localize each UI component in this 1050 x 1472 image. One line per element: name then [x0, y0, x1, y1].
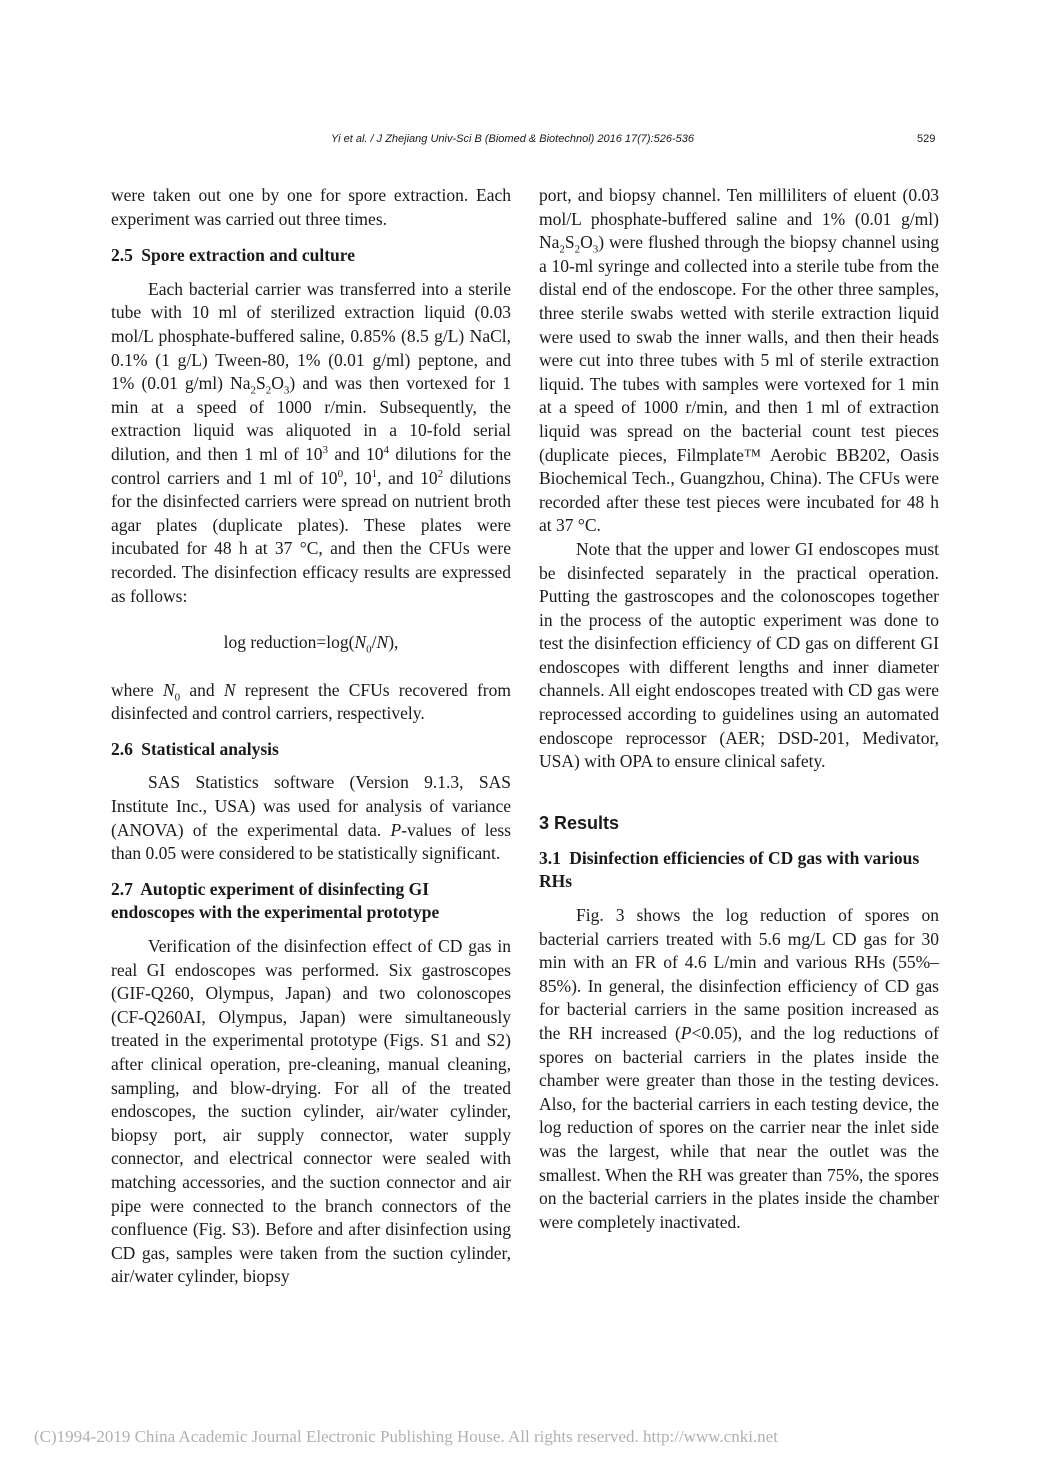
text-run: O	[580, 232, 593, 253]
text-run: SAS Statistics software (Version 9.1.3, SAS Institute Inc., USA) was used for analysis of variance (ANOVA) of the experimental data.	[111, 772, 511, 840]
subscript: 2	[265, 384, 272, 397]
page-number: 529	[917, 133, 936, 145]
superscript: 0	[337, 467, 344, 480]
text-run: S	[564, 232, 575, 253]
text-run: ) and was then vortexed for 1 min at a speed of 1000 r/min. Subsequently, the extraction liquid was aliquoted in a 10-fold serial dilution, and then 1 ml of 10	[111, 373, 511, 464]
superscript: 1	[371, 467, 378, 480]
running-head: Yi et al. / J Zhejiang Univ-Sci B (Biomed & Biotechnol) 2016 17(7):526-536	[331, 133, 694, 145]
text-run: port, and biopsy channel. Ten milliliters of eluent (0.03 mol/L phosphate-buffered saline and 1% (0.01 g/ml) Na	[539, 185, 939, 253]
variable: P	[390, 819, 402, 840]
subscript: 0	[174, 691, 181, 704]
subscript: 3	[592, 243, 599, 256]
section-number: 3.1	[539, 847, 561, 868]
text-run: /	[371, 632, 377, 653]
copyright-footer: (C)1994-2019 China Academic Journal Electronic Publishing House. All rights reserved. http://www.cnki.net	[34, 1427, 778, 1446]
left-column	[111, 184, 511, 1289]
subscript: 2	[559, 243, 565, 256]
section-heading-2-6	[111, 738, 511, 762]
superscript: 2	[437, 467, 444, 480]
section-number: 2.6	[111, 738, 133, 759]
text-run: represent the CFUs recovered from disinfected and control carriers, respectively.	[111, 679, 511, 724]
subscript: 2	[574, 243, 581, 256]
text-run: log reduction=log(	[223, 632, 355, 653]
subscript: 2	[250, 384, 256, 397]
section-title: Spore extraction and culture	[141, 245, 355, 266]
text-run: , 10	[343, 467, 372, 488]
section-heading-2-5	[111, 244, 511, 268]
variable: N	[223, 679, 236, 700]
section-title: Autoptic experiment of disinfecting GI endoscopes with the experimental prototype	[111, 878, 440, 923]
section-title: Disinfection efficiencies of CD gas with various RHs	[539, 847, 920, 892]
text-run: and	[180, 679, 224, 700]
equation-log-reduction	[111, 631, 511, 655]
text-run: dilutions for the control carriers and 1 ml of 10	[111, 443, 511, 488]
results-heading: 3 Results	[539, 812, 620, 833]
subscript: 0	[366, 643, 372, 656]
section-heading-3-1	[539, 847, 939, 894]
paragraph-continued: were taken out one by one for spore extraction. Each experiment was carried out three times.	[111, 185, 511, 229]
variable: N	[354, 632, 367, 653]
text-run: dilutions for the disinfected carriers were spread on nutrient broth agar plates (duplicate plates). These plates were incubated for 48 h at 37 °C, and then the CFUs were recorded. The disinfection efficacy results are expressed as follows:	[111, 467, 511, 606]
paragraph-note: Note that the upper and lower GI endoscopes must be disinfected separately in the practical operation. Putting the gastroscopes and the colonoscopes together in the process of the autoptic experiment was done to test the disinfection efficiency of CD gas on different GI endoscopes with different lengths and inner diameter channels. All eight endoscopes treated with CD gas were reprocessed according to guidelines using an automated endoscope reprocessor (AER; DSD-201, Medivator, USA) with OPA to ensure clinical safety.	[539, 538, 939, 772]
paragraph-eluent	[539, 184, 939, 538]
text-run: where	[111, 679, 163, 700]
text-run: Fig. 3 shows the log reduction of spores on bacterial carriers treated with 5.6 mg/L CD gas for 30 min with an FR of 4.6 L/min and various RHs (55%–85%). In general, the disinfection efficiency of CD gas for bacterial carriers in the same position increased as the RH increased (	[539, 905, 939, 1043]
paragraph-spore-extraction	[111, 278, 511, 608]
paragraph-statistics	[111, 771, 511, 865]
text-run: <0.05), and the log reductions of spores on bacterial carriers in the plates inside the chamber were greater than those in the testing devices. Also, for the bacterial carriers in each testing device, the log reduction of spores on the carrier near the inlet side was the largest, while that near the outlet was the smallest. When the RH was greater than 75%, the spores on the bacterial carriers in the plates inside the chamber were completely inactivated.	[539, 1023, 939, 1232]
text-run: ) were flushed through the biopsy channel using a 10-ml syringe and collected into a sterile tube from the distal end of the endoscope. For the other three samples, three sterile swabs wetted with sterile extraction liquid were used to swab the inner walls, and then their heads were cut into three tubes with 5 ml of sterile extraction liquid. The tubes with samples were vortexed for 1 min at a speed of 1000 r/min, and then 1 ml of extraction liquid was spread on the bacterial count test pieces (duplicate pieces, Filmplate™ Aerobic BB202, Oasis Biochemical Tech., Guangzhou, China). The CFUs were recorded after these test pieces were incubated for 48 h at 37 °C.	[539, 232, 939, 536]
subscript: 3	[283, 384, 290, 397]
paragraph-where	[111, 679, 511, 726]
right-column	[539, 184, 939, 1234]
variable: N	[162, 679, 175, 700]
text-run: Each bacterial carrier was transferred into a sterile tube with 10 ml of sterilized extraction liquid (0.03 mol/L phosphate-buffered saline, 0.85% (8.5 g/L) NaCl, 0.1% (1 g/L) Tween-80, 1% (0.01 g/ml) peptone, and 1% (0.01 g/ml) Na	[111, 278, 511, 394]
section-number: 2.5	[111, 245, 133, 266]
paragraph-autoptic: Verification of the disinfection effect of CD gas in real GI endoscopes was performed. Six gastroscopes (GIF-Q260, Olympus, Japan) and two colonoscopes (CF-Q260AI, Olympus, Japan) were simultaneously treated in the experimental prototype (Figs. S1 and S2) after clinical operation, pre-cleaning, manual cleaning, sampling, and blow-drying. For all of the treated endoscopes, the suction cylinder, air/water cylinder, biopsy port, air supply connector, water supply connector, and electrical connector were sealed with matching accessories, and the suction connector and air pipe were connected to the branch connectors of the confluence (Fig. S3). Before and after disinfection using CD gas, samples were taken from the suction cylinder, air/water cylinder, biopsy	[111, 936, 511, 1287]
section-title: Statistical analysis	[141, 738, 279, 759]
text-run: -values of less than 0.05 were considered to be statistically significant.	[111, 819, 511, 864]
text-run: S	[256, 373, 266, 394]
section-number: 2.7	[111, 878, 133, 899]
variable: P	[680, 1023, 692, 1043]
text-run: O	[271, 373, 284, 394]
text-run: ),	[388, 632, 399, 653]
text-run: and 10	[328, 443, 384, 464]
running-header	[0, 133, 1050, 151]
section-heading-2-7	[111, 878, 511, 925]
paragraph-results	[539, 904, 939, 1234]
variable: N	[376, 632, 389, 653]
superscript: 3	[322, 444, 329, 457]
superscript: 4	[383, 444, 389, 457]
text-run: , and 10	[377, 467, 438, 488]
